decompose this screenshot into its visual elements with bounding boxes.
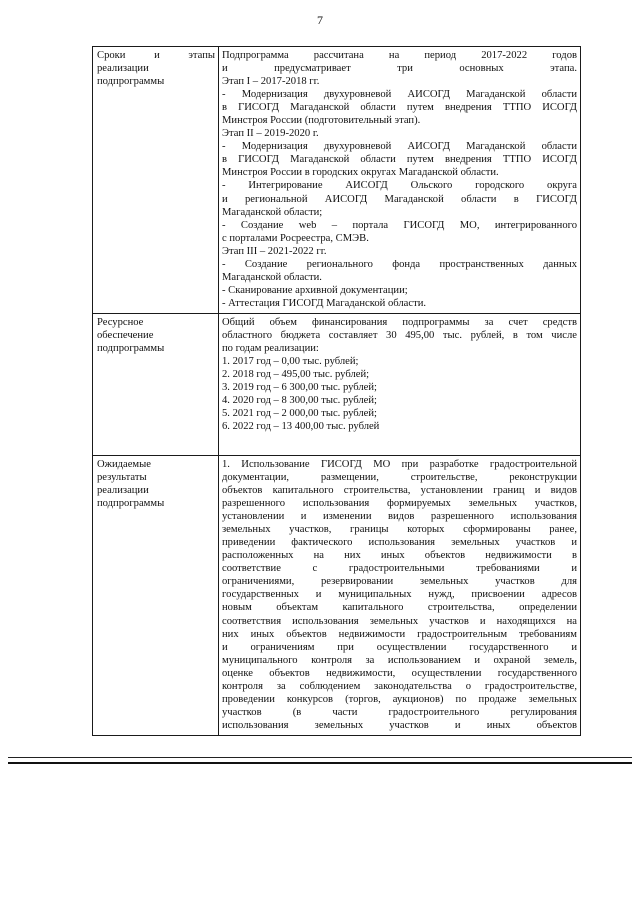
content-line: Магаданской области; (222, 206, 323, 218)
content-line: 1. 2017 год – 0,00 тыс. рублей; (222, 356, 359, 368)
content-line: в ГИСОГД Магаданской области путем внедрения ТТПО ИСОГД (222, 102, 577, 114)
content-line: 6. 2022 год – 13 400,00 тыс. рублей (222, 421, 380, 433)
content-line: соответствие с градостроительными требованиями и (222, 563, 577, 575)
row-label-line: Сроки и этапы (97, 50, 215, 61)
content-line: проведении конкурсов (торгов, аукционов) по продаже земельных (222, 693, 577, 705)
row-label-expected-results (93, 455, 219, 735)
content-line: Минстроя России (подготовительный этап). (222, 115, 421, 127)
row-label-line: результаты (97, 471, 147, 483)
content-line: 5. 2021 год – 2 000,00 тыс. рублей; (222, 408, 378, 420)
content-line: и предусматривает три основных этапа. (222, 63, 577, 75)
content-line: земельных участков, границы которых сформированы ранее, (222, 524, 577, 536)
row-label-line: реализации (97, 485, 149, 497)
content-line: областного бюджета составляет 30 495,00 тыс. рублей, в том числе (222, 329, 577, 341)
content-line: использования земельных участков и иных объектов (222, 719, 577, 731)
content-line: разрешенного использования формируемых земельных участков, (222, 498, 577, 510)
content-line: Минстроя России в городских округах Магаданской области. (222, 167, 499, 179)
row-label-line: подпрограммы (97, 76, 165, 88)
content-line: объектов капитального строительства, установлении границ и видов (222, 485, 577, 497)
row-content-resources (219, 313, 581, 455)
content-line: документации, размещении, строительстве, реконструкции (222, 471, 577, 483)
content-line: - Интегрирование АИСОГД Ольского городского округа (222, 180, 577, 192)
content-line: соответствия использования земельных участков и находящихся на (222, 615, 577, 627)
content-line: участков (в части градостроительного регулирования (222, 706, 577, 718)
content-line: расположенных на них иных объектов недвижимости в (222, 550, 577, 562)
content-line: и региональной АИСОГД Магаданской области в ГИСОГД (222, 193, 577, 205)
content-line: 2. 2018 год – 495,00 тыс. рублей; (222, 369, 370, 381)
content-line: ограничениями, резервировании земельных участков для (222, 576, 577, 588)
content-line: Этап I – 2017-2018 гг. (222, 76, 320, 88)
content-line: государственных и муниципальных нужд, присвоении адресов (222, 589, 577, 601)
content-line: муниципального контроля за использованием и охраной земель, (222, 654, 577, 666)
content-line: контроля за соблюдением законодательства о градостроительстве, (222, 680, 577, 692)
content-line: - Аттестация ГИСОГД Магаданской области. (222, 297, 427, 309)
content-line: новым объектам капитального строительства, определении (222, 602, 577, 614)
content-line: и ограничениям при осуществлении государственного и (222, 641, 577, 653)
page-number: 7 (317, 13, 323, 27)
content-line: Этап III – 2021-2022 гг. (222, 245, 327, 257)
table-row-stages (93, 47, 581, 314)
content-line: Подпрограмма рассчитана на период 2017-2022 годов (222, 50, 577, 61)
content-line: Магаданской области. (222, 271, 322, 283)
content-line: - Модернизация двухуровневой АИСОГД Магаданской области (222, 89, 577, 101)
content-line: Этап II – 2019-2020 г. (222, 128, 319, 140)
content-line: 1. Использование ГИСОГД МО при разработке градостроительной (222, 458, 577, 470)
row-label-line: Ресурсное (97, 316, 144, 328)
content-line: них иных объектов недвижимости градостроительным требованиям (222, 628, 577, 640)
row-label-resources (93, 313, 219, 455)
table-row-expected-results (93, 455, 581, 735)
content-line: установлении и изменении видов разрешенного использования (222, 511, 577, 523)
table-row-resources (93, 313, 581, 455)
row-content-stages (219, 47, 581, 314)
subprogram-passport-table (92, 46, 581, 736)
content-line: оценке объектов недвижимости, осуществлении государственного (222, 667, 577, 679)
content-line: - Модернизация двухуровневой АИСОГД Магаданской области (222, 141, 577, 153)
page-bottom-rule-thin (8, 757, 632, 758)
row-label-line: обеспечение (97, 329, 154, 341)
row-label-line: подпрограммы (97, 498, 165, 510)
row-label-stages (93, 47, 219, 314)
content-line: 4. 2020 год – 8 300,00 тыс. рублей; (222, 395, 378, 407)
content-line: 3. 2019 год – 6 300,00 тыс. рублей; (222, 382, 378, 394)
content-line: по годам реализации: (222, 343, 319, 355)
content-line: Общий объем финансирования подпрограммы за счет средств (222, 316, 577, 328)
row-label-line: реализации (97, 63, 149, 75)
page-bottom-rule-thick (8, 762, 632, 764)
row-label-line: подпрограммы (97, 343, 165, 355)
content-line: с порталами Росреестра, СМЭВ. (222, 232, 369, 244)
content-line: - Создание web – портала ГИСОГД МО, интегрированного (222, 219, 577, 231)
content-line: в ГИСОГД Магаданской области путем внедрения ТТПО ИСОГД (222, 154, 577, 166)
content-line: - Сканирование архивной документации; (222, 284, 408, 296)
content-line: приведении фактического использования земельных участков и (222, 537, 577, 549)
row-label-line: Ожидаемые (97, 458, 151, 470)
row-content-expected-results (219, 455, 581, 735)
content-line: - Создание регионального фонда пространственных данных (222, 258, 577, 270)
